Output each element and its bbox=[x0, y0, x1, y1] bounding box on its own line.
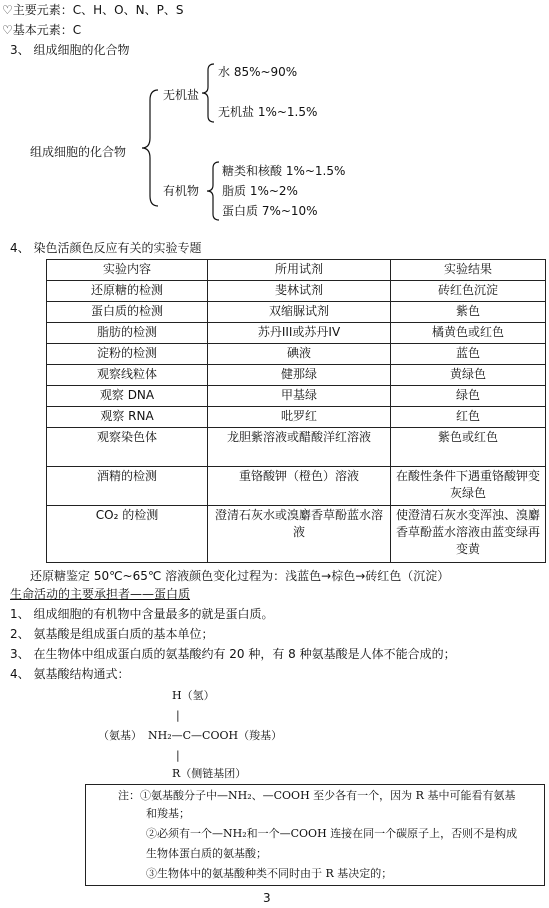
section3-heading: 3、 组成细胞的化合物 bbox=[10, 43, 130, 57]
protein-item-2: 2、 氨基酸是组成蛋白质的基本单位； bbox=[10, 627, 214, 641]
cell: 观察染色体 bbox=[47, 428, 208, 467]
inorganic-salt-item: 无机盐 1%~1.5% bbox=[218, 105, 318, 119]
lipid-item: 脂质 1%~2% bbox=[222, 184, 298, 198]
page-number: 3 bbox=[263, 891, 271, 905]
organic-brace-icon bbox=[205, 160, 221, 222]
cell: 橘黄色或红色 bbox=[391, 323, 546, 344]
note-line-2: 和羧基； bbox=[146, 807, 190, 820]
formula-amino-label: （氨基） bbox=[98, 729, 142, 742]
inorganic-brace-icon bbox=[200, 62, 216, 124]
header-reagent: 所用试剂 bbox=[208, 260, 391, 281]
cell: 酒精的检测 bbox=[47, 467, 208, 506]
cell: 淀粉的检测 bbox=[47, 344, 208, 365]
note-line-3: ②必须有一个—NH₂和一个—COOH 连接在同一个碳原子上，否则不是构成 bbox=[146, 827, 518, 840]
cell: 蓝色 bbox=[391, 344, 546, 365]
cell: 碘液 bbox=[208, 344, 391, 365]
formula-top: H（氢） bbox=[172, 689, 215, 702]
inorganic-label: 无机盐 bbox=[163, 88, 200, 102]
formula-bottom: R（侧链基团） bbox=[172, 767, 247, 780]
table-header-row bbox=[47, 260, 546, 281]
table-row bbox=[47, 365, 546, 386]
cell: CO₂ 的检测 bbox=[47, 506, 208, 563]
experiment-table bbox=[46, 259, 546, 563]
compound-root: 组成细胞的化合物 bbox=[30, 145, 127, 159]
cell: 重铬酸钾（橙色）溶液 bbox=[208, 467, 391, 506]
organic-label: 有机物 bbox=[163, 184, 200, 198]
cell: 蛋白质的检测 bbox=[47, 302, 208, 323]
header-content: 实验内容 bbox=[47, 260, 208, 281]
table-row bbox=[47, 323, 546, 344]
cell: 龙胆紫溶液或醋酸洋红溶液 bbox=[208, 428, 391, 467]
main-elements-line: ♡主要元素：C、H、O、N、P、S bbox=[2, 3, 184, 17]
header-result: 实验结果 bbox=[391, 260, 546, 281]
cell: 黄绿色 bbox=[391, 365, 546, 386]
cell: 观察 DNA bbox=[47, 386, 208, 407]
table-row bbox=[47, 386, 546, 407]
water-item: 水 85%~90% bbox=[218, 65, 298, 79]
cell: 脂肪的检测 bbox=[47, 323, 208, 344]
protein-item-3: 3、 在生物体中组成蛋白质的氨基酸约有 20 种，有 8 种氨基酸是人体不能合成的； bbox=[10, 647, 456, 661]
note-line-4: 生物体蛋白质的氨基酸； bbox=[146, 847, 267, 860]
cell: 使澄清石灰水变浑浊、溴麝香草酚蓝水溶液由蓝变绿再变黄 bbox=[391, 506, 546, 563]
formula-main: NH₂—C—COOH（羧基） bbox=[148, 729, 283, 742]
cell: 健那绿 bbox=[208, 365, 391, 386]
protein-item: 蛋白质 7%~10% bbox=[222, 204, 318, 218]
table-row bbox=[47, 344, 546, 365]
formula-bar-top: | bbox=[176, 709, 180, 722]
table-row bbox=[47, 506, 546, 563]
cell: 红色 bbox=[391, 407, 546, 428]
cell: 紫色或红色 bbox=[391, 428, 546, 467]
table-row bbox=[47, 428, 546, 467]
formula-bar-bottom: | bbox=[176, 749, 180, 762]
cell: 苏丹III或苏丹IV bbox=[208, 323, 391, 344]
cell: 吡罗红 bbox=[208, 407, 391, 428]
table-row bbox=[47, 302, 546, 323]
note-line-5: ③生物体中的氨基酸种类不同时由于 R 基决定的； bbox=[146, 867, 393, 880]
cell: 紫色 bbox=[391, 302, 546, 323]
table-row bbox=[47, 407, 546, 428]
cell: 甲基绿 bbox=[208, 386, 391, 407]
cell: 观察线粒体 bbox=[47, 365, 208, 386]
table-row bbox=[47, 281, 546, 302]
reducing-sugar-note: 还原糖鉴定 50℃~65℃ 溶液颜色变化过程为：浅蓝色→棕色→砖红色（沉淀） bbox=[30, 569, 450, 583]
sugar-nucleic-item: 糖类和核酸 1%~1.5% bbox=[222, 164, 346, 178]
section4-heading: 4、 染色活颜色反应有关的实验专题 bbox=[10, 241, 202, 255]
cell: 在酸性条件下遇重铬酸钾变灰绿色 bbox=[391, 467, 546, 506]
cell: 双缩脲试剂 bbox=[208, 302, 391, 323]
cell: 绿色 bbox=[391, 386, 546, 407]
protein-section-title: 生命活动的主要承担者——蛋白质 bbox=[10, 587, 191, 601]
main-brace-icon bbox=[138, 88, 162, 208]
cell: 澄清石灰水或溴麝香草酚蓝水溶液 bbox=[208, 506, 391, 563]
cell: 斐林试剂 bbox=[208, 281, 391, 302]
cell: 砖红色沉淀 bbox=[391, 281, 546, 302]
basic-element-line: ♡基本元素：C bbox=[2, 23, 82, 37]
protein-item-4: 4、 氨基酸结构通式： bbox=[10, 667, 130, 681]
protein-item-1: 1、 组成细胞的有机物中含量最多的就是蛋白质。 bbox=[10, 607, 274, 621]
cell: 观察 RNA bbox=[47, 407, 208, 428]
cell: 还原糖的检测 bbox=[47, 281, 208, 302]
table-row bbox=[47, 467, 546, 506]
note-line-1: 注：①氨基酸分子中—NH₂、—COOH 至少各有一个，因为 R 基中可能看有氨基 bbox=[118, 789, 516, 802]
